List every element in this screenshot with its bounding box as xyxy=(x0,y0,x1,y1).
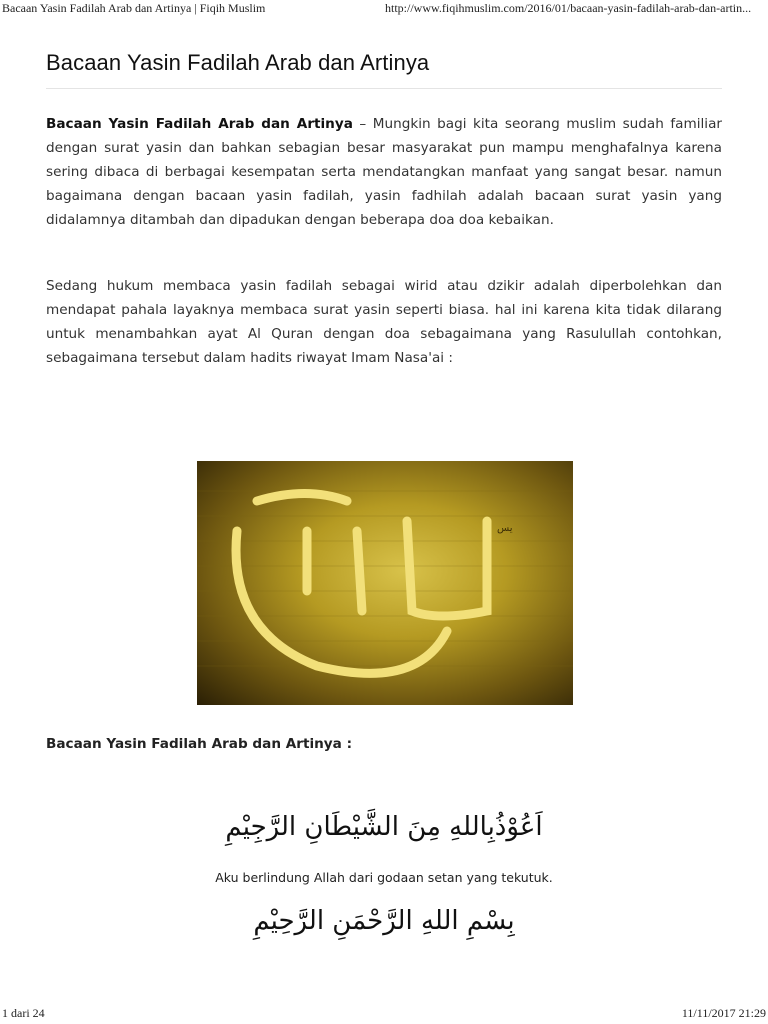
calligraphy-graphic xyxy=(197,461,573,705)
basmalah-arabic: بِسْمِ اللهِ الرَّحْمَنِ الرَّحِيْمِ xyxy=(253,906,515,936)
print-url: http://www.fiqihmuslim.com/2016/01/bacaan-yasin-fadilah-arab-dan-artin... xyxy=(385,1,752,15)
hukum-paragraph: Sedang hukum membaca yasin fadilah sebagai wirid atau dzikir adalah diperbolehkan dan mendapat pahala layaknya membaca surat yasin seperti biasa. hal ini karena kita tidak dilarang untuk menambahkan ayat Al Quran dengan doa sebagaimana yang Rasulullah contohkan, sebagaimana tersebut dalam hadits riwayat Imam Nasa'ai : xyxy=(46,278,722,366)
intro-text: – Mungkin bagi kita seorang muslim sudah familiar dengan surat yasin dan bahkan sebagian besar masyarakat pun mampu menghafalnya karena sering dibaca di berbagai kesempatan serta mendatangkan manfaat yang sangat besar. namun bagaimana dengan bacaan yasin fadilah, yasin fadhilah adalah bacaan surat yasin yang didalamnya ditambah dan dipadukan dengan beberapa doa doa kebaikan. xyxy=(46,116,722,228)
page-number: 1 dari 24 xyxy=(2,1006,45,1020)
taawwudz-arabic: اَعُوْذُبِاللهِ مِنَ الشَّيْطَانِ الرَّجِيْمِ xyxy=(225,812,543,842)
print-header xyxy=(0,1,768,17)
section-subheading: Bacaan Yasin Fadilah Arab dan Artinya : xyxy=(46,736,353,752)
print-footer xyxy=(0,1006,768,1022)
calligraphy-text: يس xyxy=(497,523,513,534)
taawwudz-translation: Aku berlindung Allah dari godaan setan yang tekutuk. xyxy=(215,870,553,885)
yasin-calligraphy-image xyxy=(197,461,573,705)
intro-paragraph xyxy=(46,112,722,232)
title-divider xyxy=(46,88,722,89)
article-title: Bacaan Yasin Fadilah Arab dan Artinya xyxy=(46,50,430,75)
intro-bold-lead: Bacaan Yasin Fadilah Arab dan Artinya xyxy=(46,116,353,132)
print-datetime: 11/11/2017 21:29 xyxy=(681,1006,766,1020)
print-page-title: Bacaan Yasin Fadilah Arab dan Artinya | Fiqih Muslim xyxy=(2,1,266,15)
